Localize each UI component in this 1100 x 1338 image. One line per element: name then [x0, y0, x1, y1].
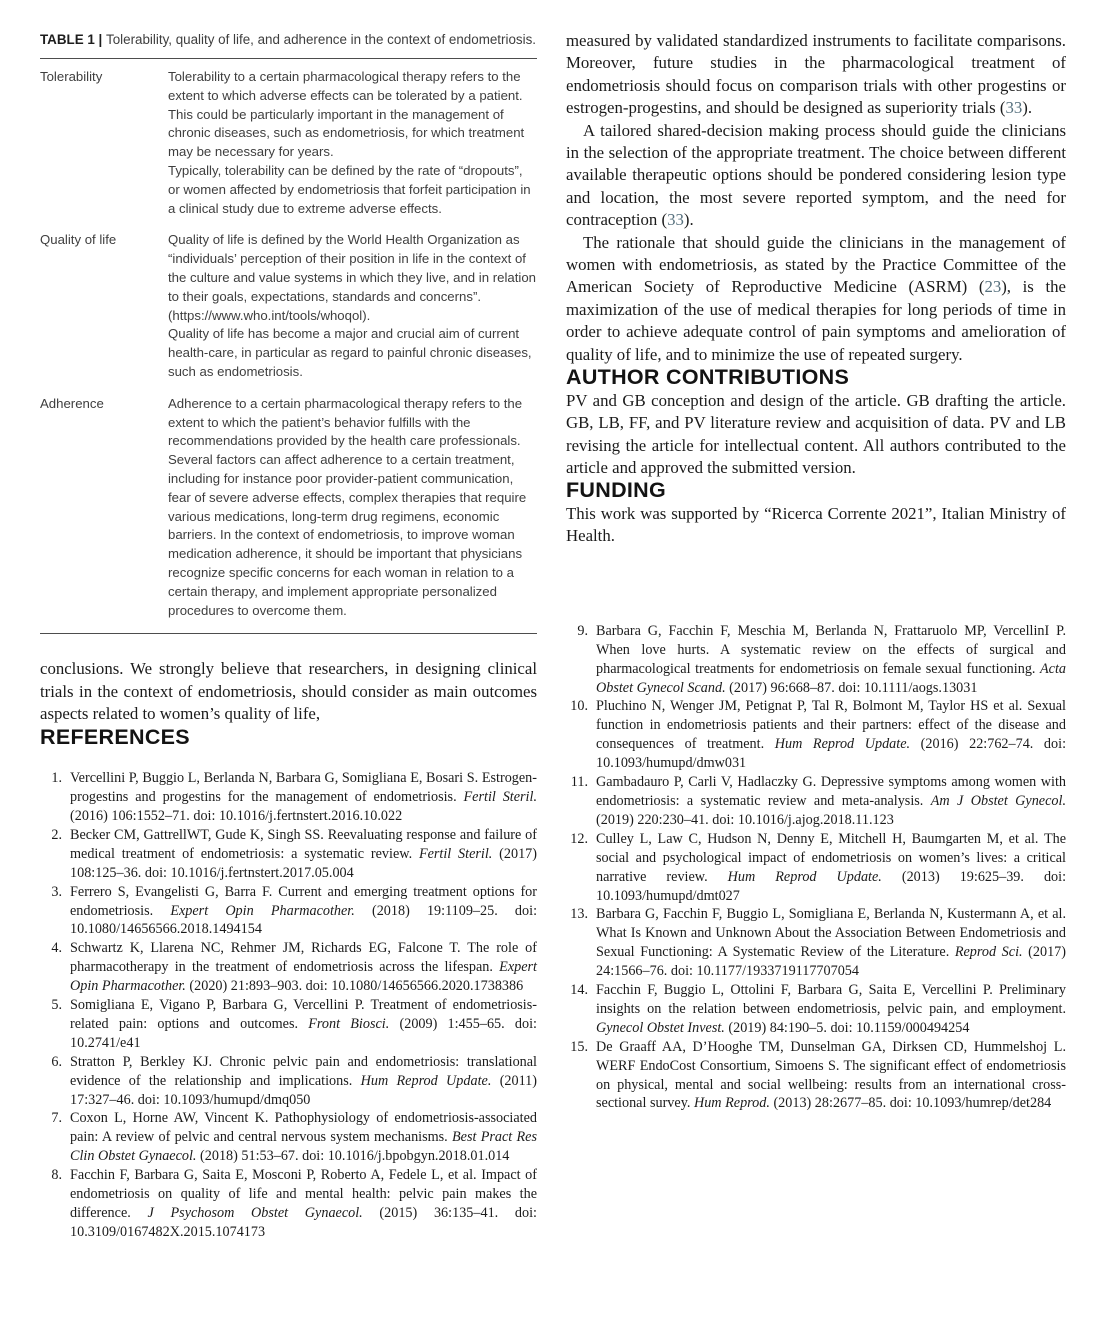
- text-segment: Hum Reprod Update.: [360, 1072, 492, 1089]
- text-segment: (2017) 24:1566–76. doi: 10.1177/1933719117707054: [596, 944, 1067, 980]
- right-column: [566, 28, 1066, 1242]
- reference-text: [596, 697, 1066, 773]
- text-segment: Hum Reprod Update.: [774, 736, 911, 753]
- table-term: Tolerability: [40, 69, 103, 84]
- reference-text: [70, 1166, 537, 1242]
- table-term: Adherence: [40, 395, 104, 411]
- reference-item: [40, 826, 537, 883]
- reference-number: 7.: [51, 1110, 62, 1127]
- text-segment: Hum Reprod Update.: [727, 868, 882, 885]
- reference-text: [70, 826, 537, 883]
- text-segment: Hum Reprod.: [693, 1095, 770, 1112]
- reference-number: 14.: [570, 982, 588, 999]
- text-segment: (2017) 108:125–36. doi: 10.1016/j.fertnstert.2017.05.004: [70, 845, 537, 881]
- reference-text: [596, 1038, 1066, 1114]
- text-segment: (2016) 106:1552–71. doi: 10.1016/j.fertnstert.2016.10.022: [70, 807, 403, 824]
- body-paragraph-2: [566, 120, 1066, 232]
- reference-text: [70, 1053, 537, 1110]
- reference-item: [566, 981, 1066, 1038]
- funding-heading: FUNDING: [566, 478, 667, 503]
- text-segment: Tolerability, quality of life, and adherence in the context of endometriosis.: [106, 32, 536, 47]
- text-segment: Becker CM, GattrellWT, Gude K, Singh SS. Reevaluating response and failure of medical treatment of endometriosis: a systematic review.: [70, 826, 537, 862]
- text-segment: ).: [1022, 98, 1033, 118]
- text-segment: Barbara G, Facchin F, Buggio L, Somigliana E, Berlanda N, Kustermann A, et al. What Is Known and Unknown About the Association Between Endometriosis and Sexual Functioning: A Systematic Review of the Literature.: [596, 906, 1066, 961]
- table-definition-paragraph: Tolerability to a certain pharmacological therapy refers to the extent to which adverse effects can be tolerated by a patient. This could be particularly important in the management of chronic diseases, such as endometriosis, for which treatment may be necessary for years.: [168, 69, 525, 160]
- text-segment: A tailored shared-decision making process should guide the clinicians in the selection of the appropriate treatment. The choice between different available therapeutic options should be pondered considering lesion type and location, the most severe reported symptom, and the need for contraception (: [566, 120, 1066, 230]
- reference-number: 10.: [570, 698, 588, 715]
- citation-link[interactable]: 33: [667, 210, 684, 230]
- text-segment: Acta Obstet Gynecol Scand.: [596, 660, 1066, 696]
- table-body: [40, 59, 537, 624]
- text-segment: Culley L, Law C, Hudson N, Denny E, Mitchell H, Baumgarten M, et al. The social and psychological impact of endometriosis on women’s lives: a critical narrative review.: [596, 830, 1066, 885]
- text-segment: Best Pract Res Clin Obstet Gynaecol.: [70, 1129, 538, 1165]
- text-segment: (2018) 19:1109–25. doi: 10.1080/14656566.2018.1494154: [70, 902, 538, 938]
- reference-number: 1.: [51, 770, 62, 787]
- text-segment: Fertil Steril.: [418, 845, 493, 862]
- reference-text: [70, 1109, 537, 1166]
- reference-item: [40, 769, 537, 826]
- text-segment: Vercellini P, Buggio L, Berlanda N, Barbara G, Somigliana E, Bosari S. Estrogen-progestins and progestins for the management of endometriosis.: [70, 770, 537, 806]
- table-definition-paragraph: Quality of life is defined by the World Health Organization as “individuals’ perception of their position in life in the context of the culture and value systems in which they live, and in relation to their goals, expectations, standards and concerns”. (https://www.who.int/tools/whoqol).: [168, 232, 536, 323]
- text-segment: Barbara G, Facchin F, Meschia M, Berlanda N, Frattaruolo MP, VercellinI P. When love hurts. A systematic review on the effects of surgical and pharmacological treatments for endometriosis on female sexual functioning.: [596, 622, 1066, 677]
- reference-item: [566, 622, 1066, 698]
- reference-number: 13.: [570, 906, 588, 923]
- table-term: Quality of life: [40, 232, 117, 248]
- text-segment: Expert Opin Pharmacother.: [70, 959, 537, 995]
- text-segment: Ferrero S, Evangelisti G, Barra F. Current and emerging treatment options for endometriosis.: [70, 883, 537, 919]
- text-segment: Expert Opin Pharmacother.: [170, 902, 355, 919]
- table-row: [40, 59, 537, 222]
- text-segment: Schwartz K, Llarena NC, Rehmer JM, Richards EG, Falcone T. The role of pharmacotherapy in the treatment of endometriosis across the lifespan.: [70, 940, 537, 976]
- reference-item: [40, 883, 537, 940]
- text-segment: The rationale that should guide the clinicians in the management of women with endometriosis, as stated by the Practice Committee of the American Society of Reproductive Medicine (ASRM) (: [566, 232, 1066, 297]
- text-segment: De Graaff AA, D’Hooghe TM, Dunselman GA, Dirksen CD, Hummelshoj L. WERF EndoCost Consortium, Simoens S. The significant effect of endometriosis on physical, mental and social wellbeing: results from an international cross-sectional survey.: [596, 1038, 1066, 1112]
- two-column-layout: [40, 28, 1066, 1242]
- reference-number: 4.: [51, 940, 62, 957]
- text-segment: (2016) 22:762–74. doi: 10.1093/humupd/dmw031: [596, 736, 1067, 772]
- continuation-paragraph: conclusions. We strongly believe that researchers, in designing clinical trials in the context of endometriosis, should consider as main outcomes aspects related to women’s quality of life,: [40, 659, 537, 724]
- reference-number: 6.: [51, 1053, 62, 1070]
- left-column: [40, 28, 537, 1242]
- reference-item: [566, 773, 1066, 830]
- reference-item: [40, 996, 537, 1053]
- text-segment: Facchin F, Barbara G, Saita E, Mosconi P, Roberto A, Fedele L, et al. Impact of endometriosis on quality of life and mental health: pelvic pain makes the difference.: [70, 1167, 537, 1222]
- table-definition: [168, 68, 537, 218]
- author-contributions-paragraph: PV and GB conception and design of the article. GB drafting the article. GB, LB, FF, and PV literature review and acquisition of data. PV and LB revising the article for intellectual content. All authors contributed to the article and approved the submitted version.: [566, 390, 1066, 477]
- table-bottom-rule: [40, 633, 537, 634]
- reference-item: [40, 1166, 537, 1242]
- reference-item: [566, 830, 1066, 906]
- reference-item: [566, 1038, 1066, 1114]
- text-segment: Gynecol Obstet Invest.: [596, 1019, 725, 1036]
- reference-number: 8.: [51, 1167, 62, 1184]
- reference-number: 9.: [577, 622, 588, 639]
- reference-number: 5.: [51, 997, 62, 1014]
- text-segment: (2009) 1:455–65. doi: 10.2741/e41: [70, 1015, 537, 1051]
- text-segment: ), is the maximization of the use of medical therapies for long periods of time in order to achieve adequate control of pain symptoms and amelioration of quality of life, and to minimize the use of repeated surgery.: [566, 277, 1066, 364]
- text-segment: Am J Obstet Gynecol.: [930, 792, 1066, 809]
- table-caption: [40, 30, 537, 49]
- citation-link[interactable]: 33: [1005, 98, 1023, 118]
- text-segment: Coxon L, Horne AW, Vincent K. Pathophysiology of endometriosis-associated pain: A review of pelvic and central nervous system mechanisms.: [70, 1110, 537, 1146]
- table-row: [40, 386, 537, 625]
- table-definition-paragraph: Typically, tolerability can be defined by the rate of “dropouts”, or women affected by endometriosis that forfeit participation in a clinical study due to extreme adverse effects.: [168, 162, 531, 216]
- text-segment: (2020) 21:893–903. doi: 10.1080/14656566.2020.1738386: [185, 978, 524, 995]
- text-segment: (2019) 84:190–5. doi: 10.1159/000494254: [724, 1019, 970, 1036]
- text-segment: J Psychosom Obstet Gynaecol.: [147, 1205, 363, 1222]
- text-segment: Gambadauro P, Carli V, Hadlaczky G. Depressive symptoms among women with endometriosis: a systematic review and meta-analysis.: [596, 774, 1066, 809]
- reference-number: 12.: [570, 830, 588, 847]
- author-contributions-heading: AUTHOR CONTRIBUTIONS: [566, 365, 850, 390]
- reference-text: [596, 905, 1066, 981]
- funding-paragraph: This work was supported by “Ricerca Corrente 2021”, Italian Ministry of Health.: [566, 504, 1066, 546]
- text-segment: (2013) 28:2677–85. doi: 10.1093/humrep/det284: [769, 1095, 1052, 1112]
- reference-text: [70, 996, 537, 1053]
- reference-text: [70, 769, 537, 826]
- body-paragraph-3: [566, 232, 1066, 366]
- text-segment: (2019) 220:230–41. doi: 10.1016/j.ajog.2018.11.123: [596, 811, 894, 828]
- text-segment: Stratton P, Berkley KJ. Chronic pelvic pain and endometriosis: translational evidence of the relationship and implications.: [70, 1053, 537, 1089]
- references-list-right: [566, 622, 1066, 1114]
- reference-item: [40, 1053, 537, 1110]
- text-segment: ).: [683, 210, 694, 230]
- text-segment: Somigliana E, Vigano P, Barbara G, Vercellini P. Treatment of endometriosis-related pain: options and outcomes.: [70, 997, 537, 1032]
- reference-text: [70, 939, 537, 996]
- text-segment: (2013) 19:625–39. doi: 10.1093/humupd/dmt027: [596, 868, 1067, 904]
- citation-link[interactable]: 23: [984, 277, 1002, 297]
- reference-item: [40, 939, 537, 996]
- body-paragraph-1: [566, 30, 1066, 120]
- reference-item: [566, 905, 1066, 981]
- reference-number: 11.: [570, 774, 588, 791]
- table-row: [40, 222, 537, 385]
- references-list-left: [40, 769, 537, 1242]
- table-definition-paragraph: Quality of life has become a major and crucial aim of current health-care, in particular as regard to painful chronic diseases, such as endometriosis.: [168, 326, 532, 379]
- text-segment: Pluchino N, Wenger JM, Petignat P, Tal R, Bolmont M, Taylor HS et al. Sexual function in endometriosis patients and their partners: effect of the disease and consequences of treatment.: [596, 698, 1066, 753]
- reference-text: [596, 773, 1066, 830]
- reference-text: [596, 622, 1066, 698]
- text-segment: TABLE 1 |: [40, 32, 106, 47]
- reference-number: 3.: [51, 883, 62, 900]
- text-segment: (2018) 51:53–67. doi: 10.1016/j.bpobgyn.2018.01.014: [196, 1148, 510, 1165]
- text-segment: (2011) 17:327–46. doi: 10.1093/humupd/dmq050: [70, 1072, 537, 1108]
- text-segment: Facchin F, Buggio L, Ottolini F, Barbara G, Saita E, Vercellini P. Preliminary insights on the relation between endometriosis, pelvic pain, and employment.: [596, 982, 1066, 1017]
- reference-number: 15.: [570, 1038, 588, 1055]
- references-heading: REFERENCES: [40, 724, 190, 749]
- reference-item: [566, 697, 1066, 773]
- table-definition: [168, 395, 537, 621]
- table-definition: [168, 231, 537, 381]
- text-segment: (2015) 36:135–41. doi: 10.3109/0167482X.2015.1074173: [70, 1205, 537, 1240]
- table-1: [40, 30, 537, 634]
- reference-number: 2.: [51, 826, 62, 843]
- table-definition-paragraph: Adherence to a certain pharmacological therapy refers to the extent to which the patient’s behavior fulfills with the recommendations provided by the health care professionals. Several factors can affect adherence to a certain treatment, including for instance poor provider-patient communication, fear of severe adverse effects, complex therapies that require various medications, long-term drug regimens, economic barriers. In the context of endometriosis, to improve woman medication adherence, it should be important that physicians recognize specific concerns for each woman in relation to a certain therapy, and implement appropriate personalized procedures to overcome them.: [168, 395, 527, 618]
- reference-text: [596, 981, 1066, 1038]
- text-segment: Reprod Sci.: [954, 944, 1023, 961]
- reference-text: [70, 883, 537, 940]
- text-segment: (2017) 96:668–87. doi: 10.1111/aogs.13031: [725, 679, 978, 696]
- text-segment: measured by validated standardized instruments to facilitate comparisons. Moreover, future studies in the pharmacological treatment of endometriosis should focus on comparison trials with other progestins or estrogen-progestins, and should be designed as superiority trials (: [566, 31, 1066, 118]
- reference-item: [40, 1109, 537, 1166]
- text-segment: Front Biosci.: [308, 1015, 390, 1032]
- reference-text: [596, 830, 1066, 906]
- text-segment: Fertil Steril.: [463, 789, 537, 806]
